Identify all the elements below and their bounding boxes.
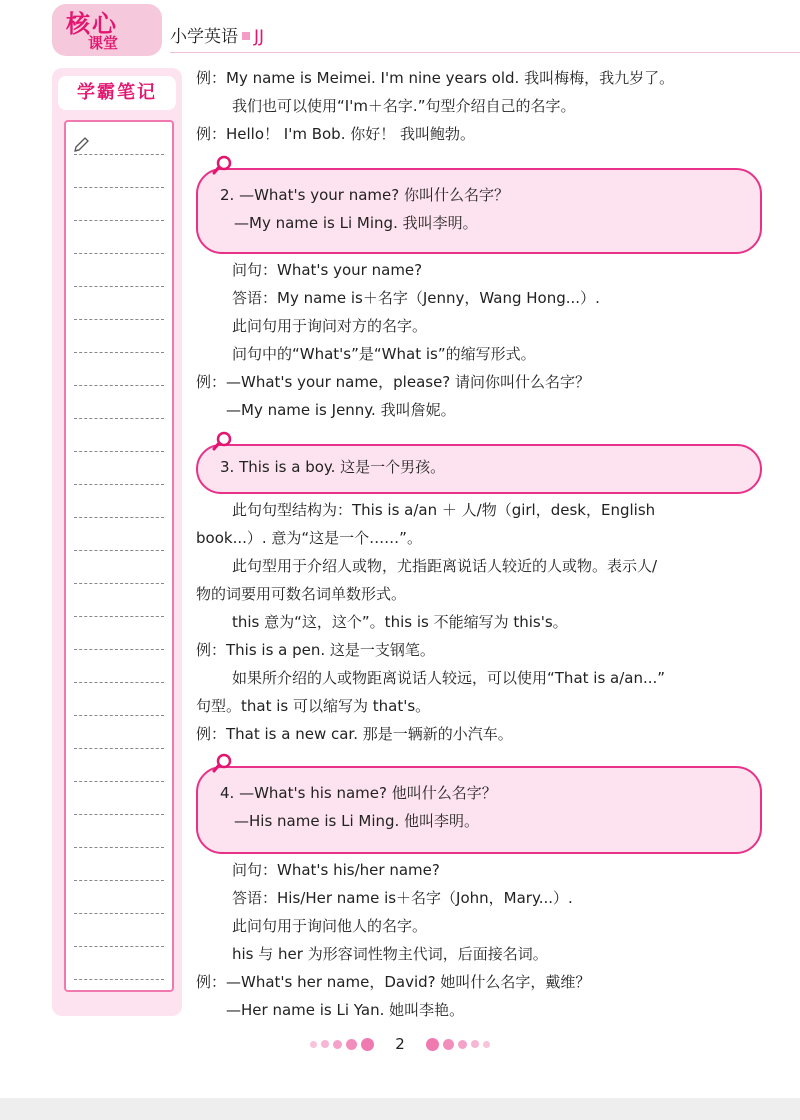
note-line xyxy=(74,616,164,617)
note-line xyxy=(74,682,164,683)
note-line xyxy=(74,319,164,320)
note-line xyxy=(74,187,164,188)
note-line xyxy=(74,880,164,881)
edition-label: JJ xyxy=(254,27,265,47)
bottom-bar xyxy=(0,1098,800,1120)
key-sentence-box-3 xyxy=(196,444,762,494)
text-line: 物的词要用可数名词单数形式。 xyxy=(196,585,407,603)
separator-dot xyxy=(242,32,250,40)
note-line xyxy=(74,385,164,386)
key-sentence-box-2 xyxy=(196,168,762,254)
series-logo xyxy=(52,4,162,56)
note-line xyxy=(74,550,164,551)
page-header xyxy=(0,0,800,62)
dots-right xyxy=(424,1035,492,1053)
logo-line1: 核心 xyxy=(66,9,118,38)
note-line xyxy=(74,517,164,518)
text-line: 答语：My name is＋名字（Jenny，Wang Hong...）. xyxy=(232,289,600,307)
magnifier-icon xyxy=(212,752,234,774)
note-line xyxy=(74,154,164,155)
logo-line2: 课堂 xyxy=(88,34,119,52)
box-line: —His name is Li Ming. 他叫李明。 xyxy=(234,812,480,830)
text-line: 此问句用于询问他人的名字。 xyxy=(232,917,428,935)
text-line: 此句句型结构为：This is a/an ＋ 人/物（girl，desk，English xyxy=(232,501,656,519)
note-line xyxy=(74,946,164,947)
note-line xyxy=(74,583,164,584)
notes-sidebar xyxy=(52,68,182,1016)
note-line xyxy=(74,418,164,419)
text-line: this 意为“这，这个”。this is 不能缩写为 this's。 xyxy=(232,613,568,631)
text-line: 例：That is a new car. 那是一辆新的小汽车。 xyxy=(196,725,513,743)
text-line: —Her name is Li Yan. 她叫李艳。 xyxy=(226,1001,465,1019)
dots-left xyxy=(308,1035,376,1053)
text-line: —My name is Jenny. 我叫詹妮。 xyxy=(226,401,456,419)
text-line: his 与 her 为形容词性物主代词，后面接名词。 xyxy=(232,945,548,963)
box-line: 3. This is a boy. 这是一个男孩。 xyxy=(220,458,446,476)
text-line: 问句：What's your name? xyxy=(232,261,423,279)
note-line xyxy=(74,847,164,848)
text-line: 例：My name is Meimei. I'm nine years old. 我叫梅梅，我九岁了。 xyxy=(196,69,675,87)
text-line: 我们也可以使用“I'm＋名字.”句型介绍自己的名字。 xyxy=(232,97,576,115)
text-line: 例：—What's your name，please? 请问你叫什么名字？ xyxy=(196,373,591,391)
text-line: 例：—What's her name，David? 她叫什么名字，戴维？ xyxy=(196,973,591,991)
note-line xyxy=(74,814,164,815)
note-line xyxy=(74,913,164,914)
text-line: 此问句用于询问对方的名字。 xyxy=(232,317,428,335)
note-line xyxy=(74,781,164,782)
page-footer xyxy=(0,1034,800,1053)
page-number: 2 xyxy=(395,1034,405,1053)
note-line xyxy=(74,748,164,749)
text-line: book...）. 意为“这是一个……”。 xyxy=(196,529,422,547)
text-line: 例：Hello！ I'm Bob. 你好！ 我叫鲍勃。 xyxy=(196,125,476,143)
text-line: 此句型用于介绍人或物，尤指距离说话人较近的人或物。表示人/ xyxy=(232,557,658,575)
subject-label xyxy=(170,22,264,47)
text-line: 问句：What's his/her name? xyxy=(232,861,440,879)
note-line xyxy=(74,484,164,485)
text-line: 例：This is a pen. 这是一支钢笔。 xyxy=(196,641,435,659)
key-sentence-box-4 xyxy=(196,766,762,854)
text-line: 问句中的“What's”是“What is”的缩写形式。 xyxy=(232,345,536,363)
note-line xyxy=(74,352,164,353)
text-line: 如果所介绍的人或物距离说话人较远，可以使用“That is a/an...” xyxy=(232,669,666,687)
note-line xyxy=(74,220,164,221)
note-line xyxy=(74,286,164,287)
magnifier-icon xyxy=(212,154,234,176)
note-line xyxy=(74,979,164,980)
note-line xyxy=(74,649,164,650)
text-line: 答语：His/Her name is＋名字（John，Mary...）. xyxy=(232,889,573,907)
note-line xyxy=(74,253,164,254)
header-divider xyxy=(170,52,800,53)
box-line: —My name is Li Ming. 我叫李明。 xyxy=(234,214,478,232)
magnifier-icon xyxy=(212,430,234,452)
subject-name: 小学英语 xyxy=(170,27,238,47)
note-line xyxy=(74,715,164,716)
notes-area xyxy=(64,120,174,992)
text-line: 句型。that is 可以缩写为 that's。 xyxy=(196,697,431,715)
box-line: 2. —What's your name? 你叫什么名字？ xyxy=(220,186,509,204)
sidebar-title: 学霸笔记 xyxy=(58,76,176,110)
note-line xyxy=(74,451,164,452)
box-line: 4. —What's his name? 他叫什么名字？ xyxy=(220,784,497,802)
